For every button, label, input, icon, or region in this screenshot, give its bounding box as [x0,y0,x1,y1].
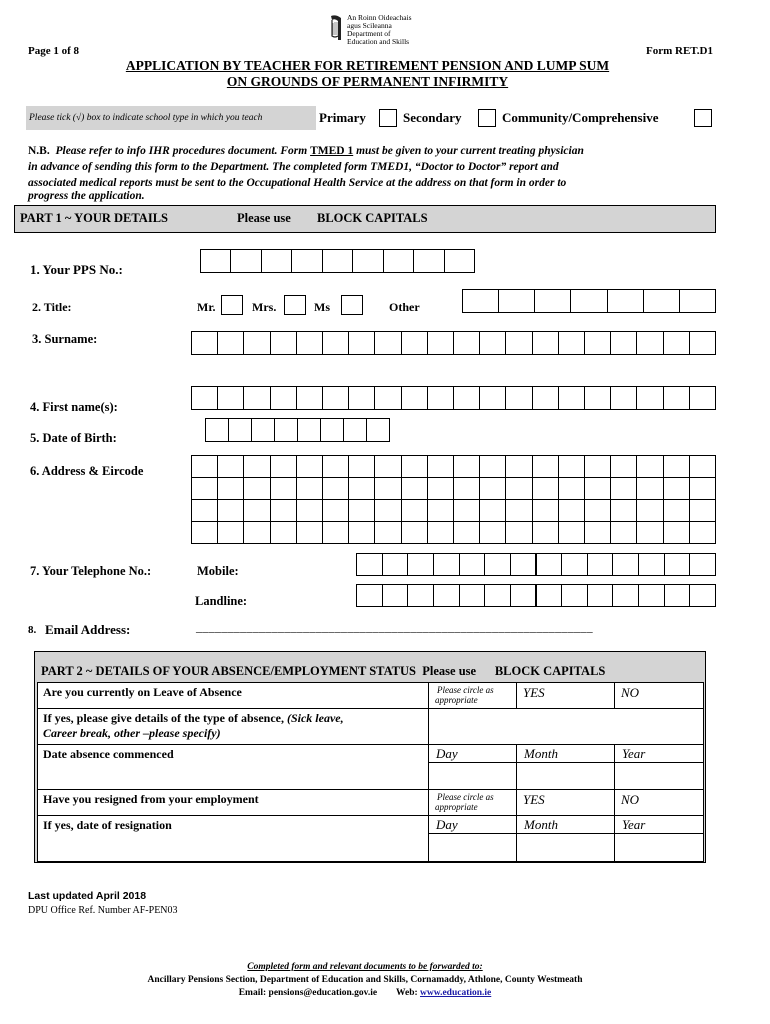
email-number: 8. [28,624,37,636]
first-name-box[interactable] [453,386,480,410]
address-box[interactable] [322,499,349,522]
address-box[interactable] [243,521,270,544]
community-checkbox[interactable] [694,109,712,127]
primary-checkbox[interactable] [379,109,397,127]
circle-instruction: Please circle as [437,792,494,802]
mobile-box[interactable] [536,553,563,576]
address-box[interactable] [191,521,218,544]
mobile-box[interactable] [612,553,639,576]
surname-box[interactable] [217,331,244,355]
address-box[interactable] [532,455,559,478]
title-ms-label: Ms [314,300,330,314]
surname-box[interactable] [479,331,506,355]
nb-paragraph [28,143,718,204]
part1-heading: PART 1 ~ YOUR DETAILS [20,211,168,225]
dob-box[interactable] [251,418,275,442]
address-box[interactable] [374,521,401,544]
address-box[interactable] [610,477,637,500]
mobile-box[interactable] [356,553,383,576]
address-box[interactable] [636,499,663,522]
landline-box[interactable] [433,584,460,607]
address-box[interactable] [374,455,401,478]
title-other-box[interactable] [498,289,535,313]
pps-box[interactable] [383,249,414,273]
part2-please-use: Please use [422,664,477,678]
surname-box[interactable] [532,331,559,355]
address-box[interactable] [401,455,428,478]
first-name-box[interactable] [401,386,428,410]
pps-label: 1. Your PPS No.: [30,262,123,277]
address-box[interactable] [584,521,611,544]
address-box[interactable] [558,477,585,500]
address-box[interactable] [427,455,454,478]
surname-box[interactable] [636,331,663,355]
title-mr-checkbox[interactable] [221,295,243,315]
dob-box[interactable] [228,418,252,442]
first-name-box[interactable] [505,386,532,410]
first-name-box[interactable] [374,386,401,410]
first-name-box[interactable] [243,386,270,410]
first-name-box[interactable] [217,386,244,410]
title-other-box[interactable] [607,289,644,313]
address-box[interactable] [689,455,716,478]
form-code: Form RET.D1 [645,45,713,57]
title-mrs-label: Mrs. [252,300,277,314]
commenced-month-header [516,744,615,763]
address-box[interactable] [479,477,506,500]
address-box[interactable] [217,455,244,478]
year-label: Year [622,817,646,832]
school-type-row [26,106,716,130]
surname-box[interactable] [270,331,297,355]
landline-box[interactable] [459,584,486,607]
first-name-box[interactable] [296,386,323,410]
day-label: Day [436,746,458,761]
landline-box[interactable] [510,584,537,607]
day-label: Day [436,817,458,832]
address-box[interactable] [296,455,323,478]
pps-box[interactable] [413,249,444,273]
month-label: Month [524,746,558,761]
resigned-circle-cell [428,789,517,816]
resign-date-question-cell [37,815,429,862]
resigned-no-option[interactable] [614,789,704,816]
mobile-box[interactable] [407,553,434,576]
address-box[interactable] [479,499,506,522]
address-box[interactable] [322,521,349,544]
address-box[interactable] [689,477,716,500]
address-box[interactable] [558,455,585,478]
nb-line: progress the application. [28,190,145,202]
first-name-box[interactable] [322,386,349,410]
address-box[interactable] [191,477,218,500]
address-box[interactable] [217,477,244,500]
title-other-label: Other [389,300,420,314]
school-type-secondary-label: Secondary [403,110,462,125]
leave-yes-label: YES [523,685,545,700]
address-box[interactable] [243,477,270,500]
first-name-box[interactable] [558,386,585,410]
part1-header [14,205,716,233]
address-box[interactable] [270,521,297,544]
leave-question: Are you currently on Leave of Absence [43,685,242,699]
address-box[interactable] [636,477,663,500]
address-box[interactable] [663,477,690,500]
date-commenced-question: Date absence commenced [43,747,174,761]
address-box[interactable] [427,499,454,522]
title-label: 2. Title: [32,300,72,314]
department-logo-text [347,14,447,46]
address-box[interactable] [584,499,611,522]
address-box[interactable] [348,477,375,500]
address-box[interactable] [348,521,375,544]
logo-line: Education and Skills [347,37,410,46]
absence-details-question [38,709,428,726]
landline-box[interactable] [382,584,409,607]
address-box[interactable] [217,521,244,544]
address-box[interactable] [663,499,690,522]
surname-box[interactable] [374,331,401,355]
address-box[interactable] [610,455,637,478]
part2-block-caps: BLOCK CAPITALS [494,664,606,678]
dob-box[interactable] [205,418,229,442]
address-box[interactable] [322,455,349,478]
mobile-box[interactable] [587,553,614,576]
commenced-year-input[interactable] [614,762,704,790]
absence-details-text: If yes, please give details of the type of absence, [43,711,284,725]
dob-box[interactable] [274,418,298,442]
address-box[interactable] [401,521,428,544]
part1-please-use: Please use [237,211,291,225]
nb-line: associated medical reports must be sent to the Occupational Health Service at the address on that form in order to [28,177,567,189]
commenced-month-input[interactable] [516,762,615,790]
landline-box[interactable] [612,584,639,607]
leave-yes-option[interactable] [516,682,615,709]
address-box[interactable] [453,477,480,500]
address-box[interactable] [191,455,218,478]
first-name-box[interactable] [532,386,559,410]
address-box[interactable] [243,455,270,478]
first-name-box[interactable] [479,386,506,410]
resign-day-input[interactable] [428,833,517,862]
forward-address: Ancillary Pensions Section, Department of Education and Skills, Cornamaddy, Athlone, County Westmeath [147,975,583,985]
address-box[interactable] [689,499,716,522]
nb-label: N.B. [28,145,50,157]
address-box[interactable] [610,521,637,544]
title-other-box[interactable] [462,289,499,313]
mobile-box[interactable] [459,553,486,576]
first-name-box[interactable] [348,386,375,410]
address-box[interactable] [401,477,428,500]
address-box[interactable] [296,521,323,544]
surname-box[interactable] [296,331,323,355]
resign-day-header [428,815,517,834]
address-box[interactable] [296,477,323,500]
part1-block-caps: BLOCK CAPITALS [317,211,428,225]
landline-box[interactable] [561,584,588,607]
address-box[interactable] [558,499,585,522]
address-box[interactable] [401,499,428,522]
surname-label: 3. Surname: [32,332,98,346]
pps-box[interactable] [352,249,383,273]
pps-box[interactable] [444,249,475,273]
address-box[interactable] [453,521,480,544]
office-ref: DPU Office Ref. Number AF-PEN03 [28,905,178,916]
dob-box[interactable] [320,418,344,442]
title-other-box[interactable] [570,289,607,313]
dob-box[interactable] [297,418,321,442]
leave-circle-cell [428,682,517,709]
page-subtitle: ON GROUNDS OF PERMANENT INFIRMITY [226,74,509,89]
address-box[interactable] [453,455,480,478]
first-name-box[interactable] [610,386,637,410]
address-box[interactable] [217,499,244,522]
page-title: APPLICATION BY TEACHER FOR RETIREMENT PENSION AND LUMP SUM [125,58,610,73]
address-box[interactable] [558,521,585,544]
mobile-box[interactable] [664,553,691,576]
commenced-day-input[interactable] [428,762,517,790]
landline-box[interactable] [689,584,716,607]
absence-details-question-2: Career break, other –please specify) [43,726,221,740]
address-box[interactable] [663,521,690,544]
address-box[interactable] [532,521,559,544]
surname-box[interactable] [348,331,375,355]
address-box[interactable] [532,477,559,500]
address-box[interactable] [427,477,454,500]
address-box[interactable] [348,499,375,522]
address-box[interactable] [532,499,559,522]
first-name-box[interactable] [427,386,454,410]
address-box[interactable] [191,499,218,522]
contact-email: Email: pensions@education.gov.ie [238,988,378,998]
title-ms-checkbox[interactable] [341,295,363,315]
first-name-box[interactable] [270,386,297,410]
address-box[interactable] [663,455,690,478]
title-other-box[interactable] [534,289,571,313]
nb-line: in advance of sending this form to the Department. The completed form TMED1, “Doctor to Doctor” report and [28,161,559,173]
address-box[interactable] [270,477,297,500]
surname-box[interactable] [689,331,716,355]
page-number: Page 1 of 8 [28,45,80,57]
circle-instruction: Please circle as [437,685,494,695]
mobile-box[interactable] [382,553,409,576]
email-label: Email Address: [45,622,131,637]
address-box[interactable] [636,455,663,478]
nb-text: Please refer to info IHR procedures document. Form [55,145,308,157]
circle-instruction: appropriate [435,695,478,705]
first-name-box[interactable] [584,386,611,410]
address-box[interactable] [479,455,506,478]
last-updated: Last updated April 2018 [28,890,147,902]
logo-line: Department of [347,29,391,38]
secondary-checkbox[interactable] [478,109,496,127]
resign-date-question: If yes, date of resignation [43,818,172,832]
nb-tmed-link: TMED 1 [310,145,354,157]
mobile-box[interactable] [638,553,665,576]
dob-box[interactable] [343,418,367,442]
first-name-box[interactable] [663,386,690,410]
landline-box[interactable] [638,584,665,607]
part2-heading: PART 2 ~ DETAILS OF YOUR ABSENCE/EMPLOYMENT STATUS [41,664,416,678]
commenced-day-header [428,744,517,763]
part2-heading-row [41,664,605,679]
landline-box[interactable] [407,584,434,607]
leave-no-label: NO [621,685,640,700]
mobile-label: Mobile: [197,564,239,578]
month-label: Month [524,817,558,832]
school-type-community-label: Community/Comprehensive [502,110,659,125]
resigned-yes-label: YES [523,792,545,807]
address-box[interactable] [453,499,480,522]
title-mr-label: Mr. [197,300,216,314]
mobile-box[interactable] [561,553,588,576]
landline-box[interactable] [484,584,511,607]
address-box[interactable] [270,499,297,522]
landline-box[interactable] [356,584,383,607]
harp-logo-icon [328,14,344,42]
leave-no-option[interactable] [614,682,704,709]
title-other-box[interactable] [679,289,716,313]
address-box[interactable] [505,499,532,522]
landline-box[interactable] [536,584,563,607]
address-box[interactable] [505,521,532,544]
first-names-label: 4. First name(s): [30,400,118,414]
resign-month-input[interactable] [516,833,615,862]
first-name-box[interactable] [689,386,716,410]
address-box[interactable] [243,499,270,522]
mobile-box[interactable] [510,553,537,576]
address-box[interactable] [610,499,637,522]
date-commenced-question-cell [37,744,429,790]
address-box[interactable] [296,499,323,522]
title-other-box[interactable] [643,289,680,313]
surname-box[interactable] [243,331,270,355]
pps-box[interactable] [322,249,353,273]
surname-box[interactable] [505,331,532,355]
landline-box[interactable] [587,584,614,607]
school-type-primary-label: Primary [319,110,366,125]
address-box[interactable] [427,521,454,544]
resign-year-input[interactable] [614,833,704,862]
resigned-question: Have you resigned from your employment [43,792,259,806]
resign-year-header [614,815,704,834]
surname-box[interactable] [584,331,611,355]
pps-box[interactable] [230,249,261,273]
commenced-year-header [614,744,704,763]
web-label: Web: [396,988,418,998]
surname-box[interactable] [558,331,585,355]
address-label: 6. Address & Eircode [30,464,144,478]
absence-details-text: (Sick leave, [286,711,344,725]
absence-details-question-cell [37,708,429,745]
resigned-yes-option[interactable] [516,789,615,816]
mobile-box[interactable] [689,553,716,576]
surname-box[interactable] [401,331,428,355]
email-line[interactable]: _______________________________________________________________ [196,620,593,634]
mobile-box[interactable] [484,553,511,576]
dob-box[interactable] [366,418,390,442]
address-box[interactable] [374,477,401,500]
surname-box[interactable] [663,331,690,355]
resigned-no-label: NO [621,792,640,807]
address-box[interactable] [584,477,611,500]
logo-line: An Roinn Oideachais [347,13,412,22]
nb-text: must be given to your current treating physician [356,145,584,157]
logo-line: agus Scileanna [347,21,392,30]
address-box[interactable] [348,455,375,478]
title-mrs-checkbox[interactable] [284,295,306,315]
web-link[interactable]: www.education.ie [420,988,492,998]
surname-box[interactable] [610,331,637,355]
first-name-box[interactable] [191,386,218,410]
address-box[interactable] [505,477,532,500]
pps-box[interactable] [291,249,322,273]
address-box[interactable] [322,477,349,500]
address-box[interactable] [689,521,716,544]
absence-details-input[interactable] [428,708,704,745]
dob-label: 5. Date of Birth: [30,431,117,445]
address-box[interactable] [505,455,532,478]
resign-month-header [516,815,615,834]
pps-box[interactable] [200,249,231,273]
year-label: Year [622,746,646,761]
surname-box[interactable] [191,331,218,355]
mobile-box[interactable] [433,553,460,576]
resigned-question-cell [37,789,429,816]
address-box[interactable] [270,455,297,478]
telephone-label: 7. Your Telephone No.: [30,564,152,578]
surname-box[interactable] [453,331,480,355]
pps-box[interactable] [261,249,292,273]
forward-note: Completed form and relevant documents to be forwarded to: [247,962,483,972]
leave-question-cell [37,682,429,709]
address-box[interactable] [584,455,611,478]
landline-label: Landline: [195,594,248,608]
landline-box[interactable] [664,584,691,607]
address-box[interactable] [374,499,401,522]
address-box[interactable] [479,521,506,544]
first-name-box[interactable] [636,386,663,410]
surname-box[interactable] [427,331,454,355]
surname-box[interactable] [322,331,349,355]
address-box[interactable] [636,521,663,544]
school-type-prompt: Please tick (√) box to indicate school type in which you teach [26,106,316,130]
forward-contact [0,988,770,998]
circle-instruction: appropriate [435,802,478,812]
